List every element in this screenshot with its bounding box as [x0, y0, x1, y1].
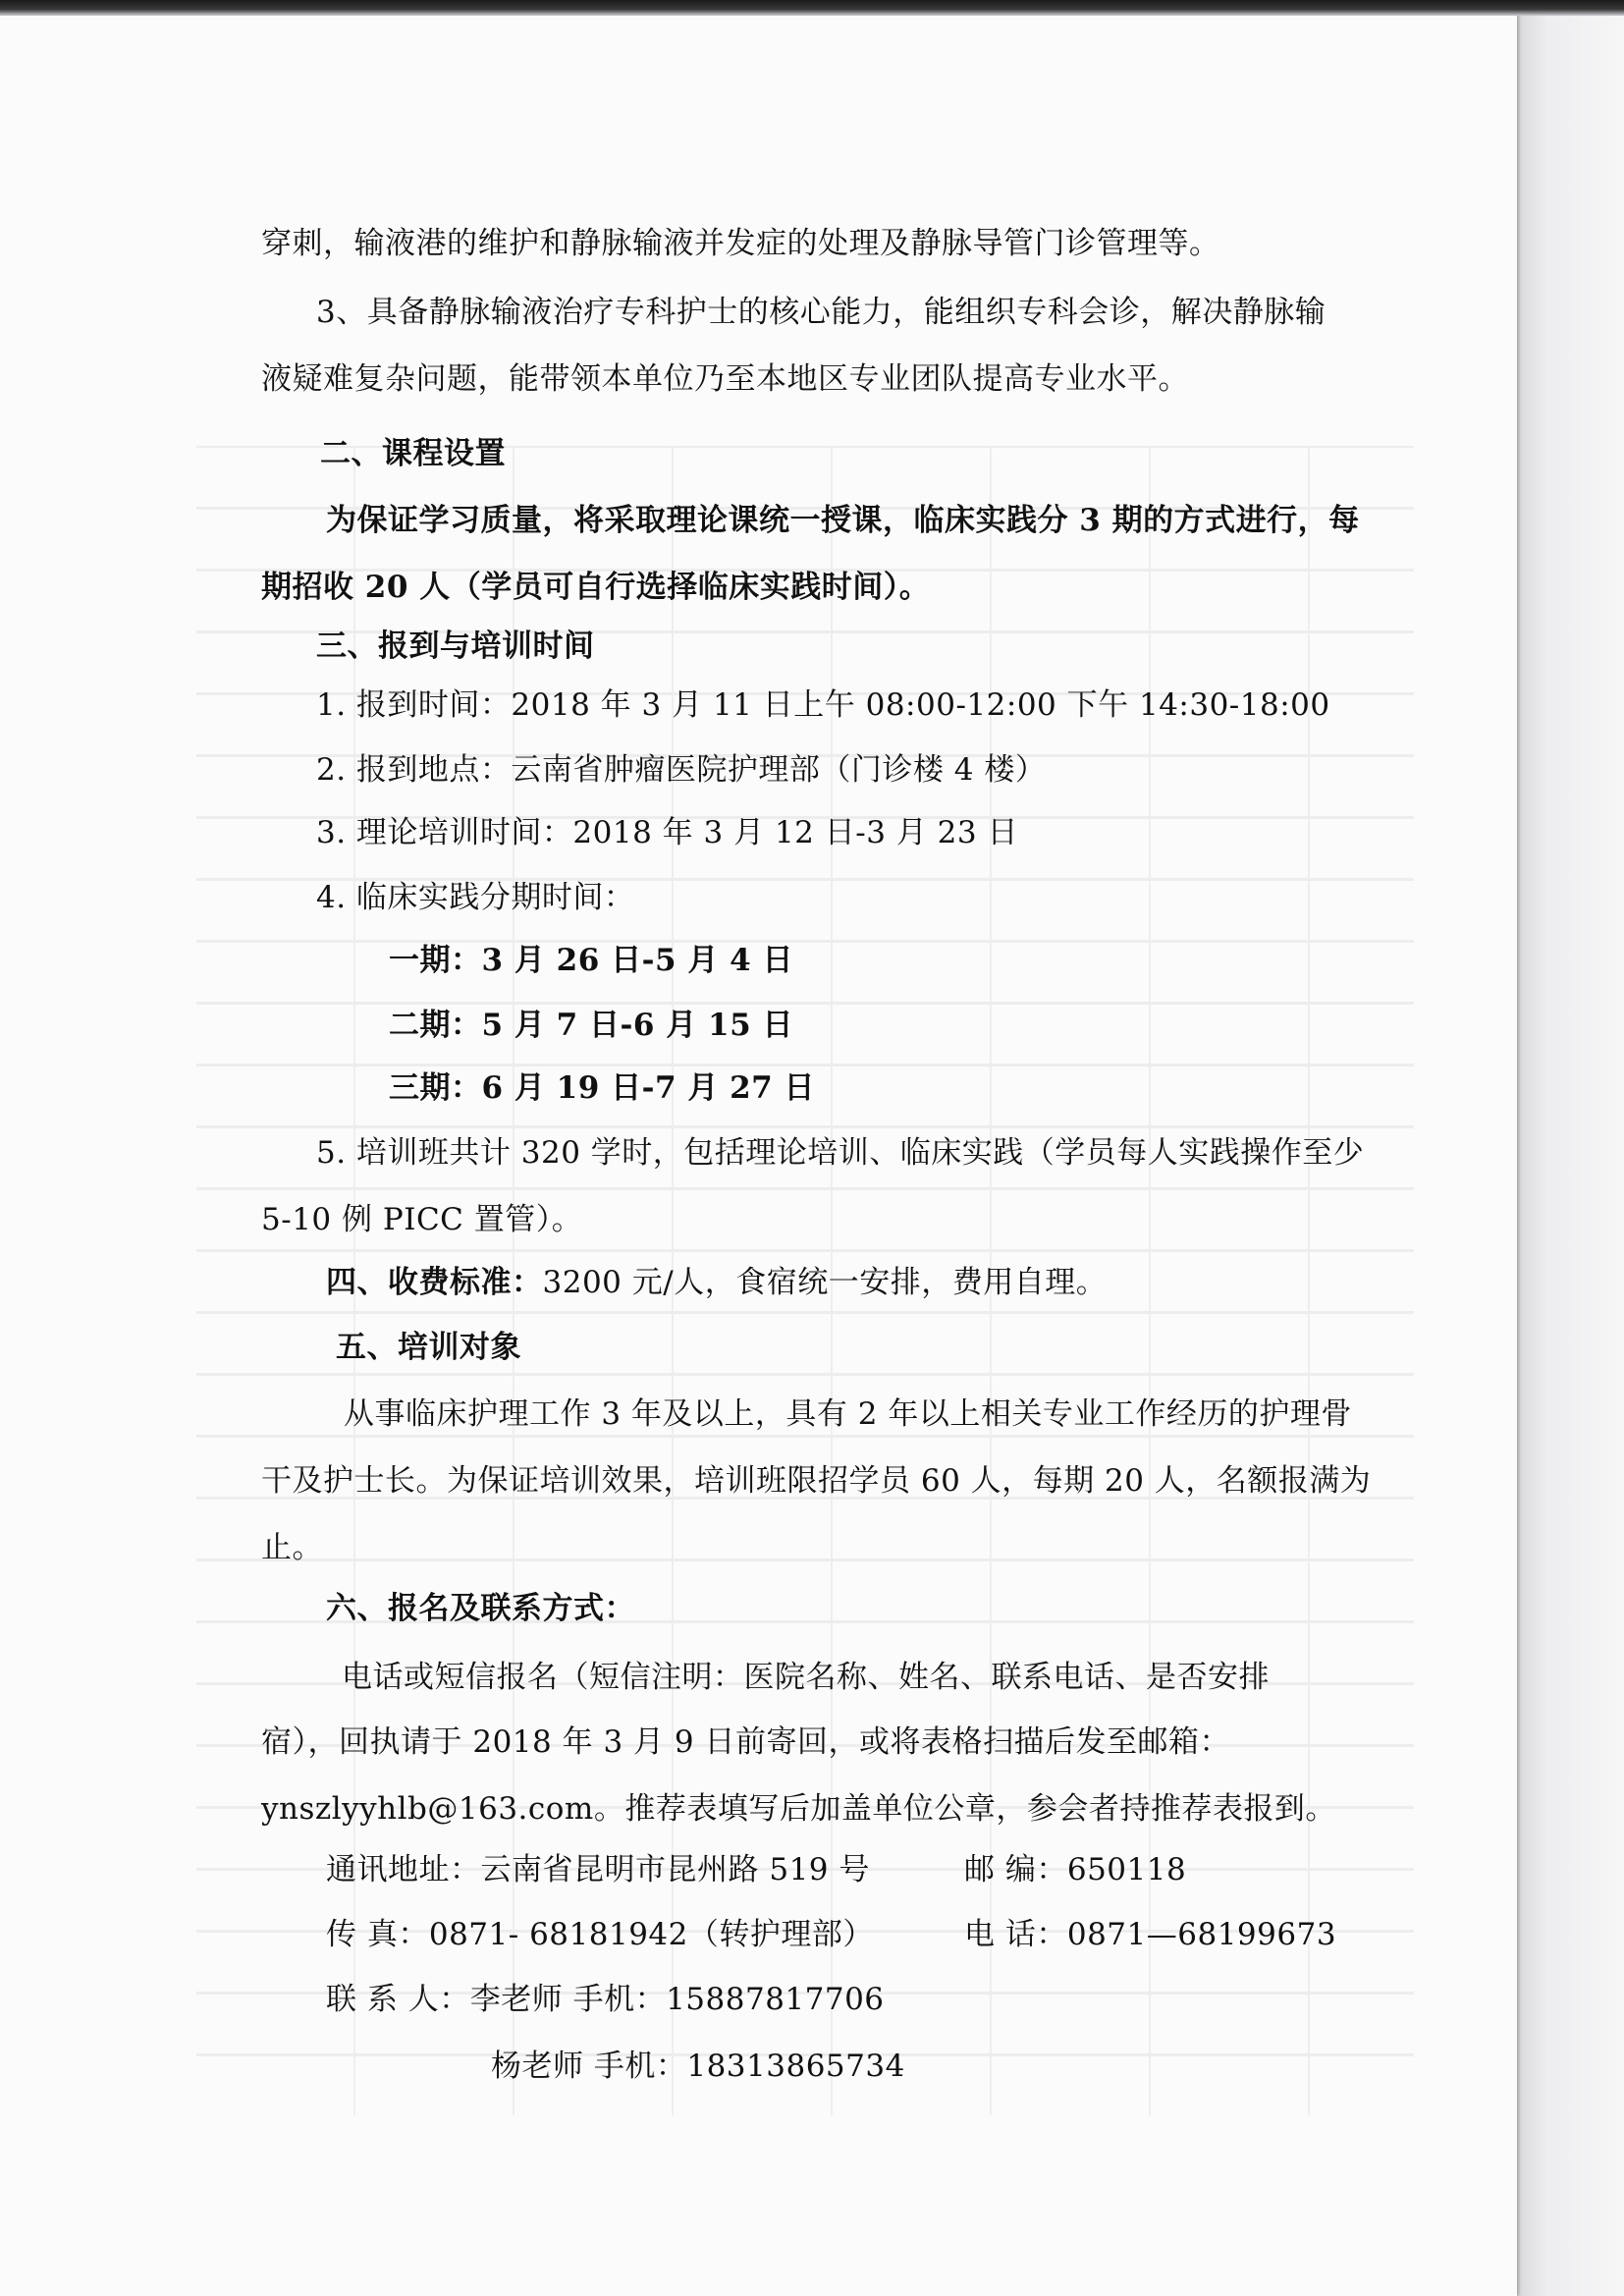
contact-address: [326, 1844, 870, 1888]
person-label: 联 系 人：: [326, 1982, 470, 2017]
address-value: 云南省昆明市昆州路 519 号: [480, 1852, 870, 1887]
section-heading-registration: 六、报名及联系方式：: [326, 1591, 635, 1626]
schedule-item: 5-10 例 PICC 置管）。: [261, 1202, 583, 1237]
contact-phone: [964, 1909, 1336, 1953]
section-heading-course: 二、课程设置: [320, 436, 506, 471]
practice-period: 二期：5 月 7 日-6 月 15 日: [389, 1008, 793, 1043]
contact-fax: [326, 1909, 874, 1953]
fee-text: 3200 元/人，食宿统一安排，费用自理。: [542, 1265, 1108, 1300]
paragraph-line: ynszlyyhlb@163.com。推荐表填写后加盖单位公章，参会者持推荐表报到。: [261, 1791, 1336, 1827]
schedule-item: 3. 理论培训时间：2018 年 3 月 12 日-3 月 23 日: [316, 815, 1018, 850]
address-label: 通讯地址：: [326, 1852, 481, 1887]
phone-label: 电 话：: [964, 1917, 1067, 1952]
schedule-item: 4. 临床实践分期时间：: [316, 880, 635, 915]
fee-line: [326, 1257, 1107, 1301]
paragraph-line: 3、具备静脉输液治疗专科护士的核心能力，能组织专科会诊，解决静脉输: [316, 295, 1326, 330]
paragraph-line: 为保证学习质量，将采取理论课统一授课，临床实践分 3 期的方式进行，每: [326, 503, 1360, 538]
paragraph-line: 宿），回执请于 2018 年 3 月 9 日前寄回，或将表格扫描后发至邮箱：: [261, 1724, 1230, 1760]
paragraph-line: 干及护士长。为保证培训效果，培训班限招学员 60 人，每期 20 人，名额报满为: [261, 1463, 1372, 1499]
paragraph-line: 止。: [261, 1530, 323, 1565]
phone-value: 0871—68199673: [1066, 1917, 1337, 1952]
schedule-item: 2. 报到地点：云南省肿瘤医院护理部（门诊楼 4 楼）: [316, 752, 1047, 788]
practice-period: 一期：3 月 26 日-5 月 4 日: [389, 943, 793, 978]
section-heading-schedule: 三、报到与培训时间: [316, 629, 595, 664]
person-1: 李老师 手机：15887817706: [469, 1982, 885, 2017]
section-heading-fee: 四、收费标准：: [326, 1265, 543, 1300]
scan-top-edge: [0, 0, 1624, 16]
schedule-item: 5. 培训班共计 320 学时，包括理论培训、临床实践（学员每人实践操作至少: [316, 1135, 1365, 1171]
section-heading-target: 五、培训对象: [336, 1330, 521, 1365]
postcode-label: 邮 编：: [964, 1852, 1067, 1887]
paragraph-line: 从事临床护理工作 3 年及以上，具有 2 年以上相关专业工作经历的护理骨: [344, 1396, 1352, 1432]
practice-period: 三期：6 月 19 日-7 月 27 日: [389, 1070, 816, 1106]
contact-person-2: 杨老师 手机：18313865734: [491, 2049, 905, 2084]
paragraph-line: 穿刺，输液港的维护和静脉输液并发症的处理及静脉导管门诊管理等。: [261, 226, 1220, 261]
paragraph-line: 液疑难复杂问题，能带领本单位乃至本地区专业团队提高专业水平。: [261, 361, 1189, 397]
schedule-item: 1. 报到时间：2018 年 3 月 11 日上午 08:00-12:00 下午 14:30-18:00: [316, 687, 1330, 723]
scan-background: [1516, 0, 1624, 2296]
contact-postcode: [964, 1844, 1186, 1888]
paragraph-line: 电话或短信报名（短信注明：医院名称、姓名、联系电话、是否安排: [342, 1660, 1270, 1695]
postcode-value: 650118: [1066, 1852, 1187, 1887]
fax-value: 0871- 68181942（转护理部）: [428, 1917, 874, 1952]
contact-person: [326, 1974, 885, 2018]
paragraph-line: 期招收 20 人（学员可自行选择临床实践时间）。: [261, 570, 931, 605]
fax-label: 传 真：: [326, 1917, 429, 1952]
